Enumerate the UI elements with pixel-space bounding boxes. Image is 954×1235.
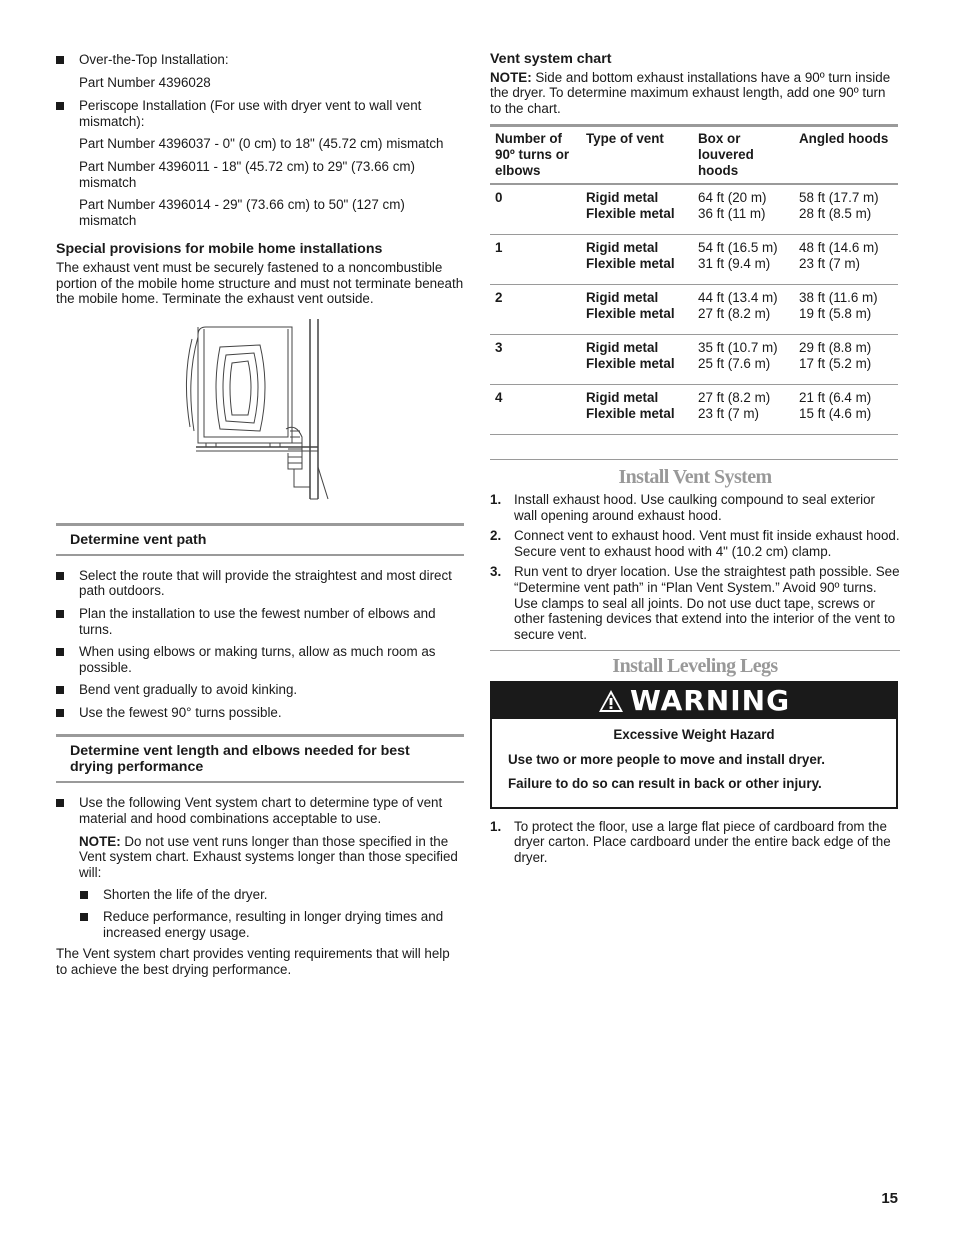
box-hood-cell-value: 25 ft (7.6 m) xyxy=(698,356,771,372)
vent-type-cell-value: Flexible metal xyxy=(586,306,675,322)
closing-text: The Vent system chart provides venting requirements that will help to achieve the best drying performance. xyxy=(56,946,450,977)
warning-line: Failure to do so can result in back or other injury. xyxy=(508,776,822,792)
step-text: To protect the floor, use a large flat piece of cardboard from the dryer carton. Place cardboard under the entire back edge of the dryer. xyxy=(514,818,891,865)
box-hood-cell-value: 23 ft (7 m) xyxy=(698,406,760,422)
vent-type-cell-value: Flexible metal xyxy=(586,256,675,272)
list-item xyxy=(56,682,464,698)
list-item xyxy=(56,909,464,940)
list-item xyxy=(56,887,464,903)
warning-header xyxy=(492,683,896,719)
bullet-text: Plan the installation to use the fewest number of elbows and turns. xyxy=(79,605,436,637)
bullet-square-icon xyxy=(56,709,64,717)
warning-word: WARNING xyxy=(629,684,791,718)
installation-label: Periscope Installation (For use with dryer vent to wall vent mismatch): xyxy=(79,98,422,129)
list-item xyxy=(56,52,464,68)
box-hood-cell xyxy=(693,385,794,435)
bullet-square-icon xyxy=(80,891,88,899)
bullet-text: Select the route that will provide the straightest and most direct path outdoors. xyxy=(79,567,452,599)
list-item xyxy=(56,795,464,826)
bullet-text: Reduce performance, resulting in longer drying times and increased energy usage. xyxy=(103,909,444,940)
table-row xyxy=(490,335,898,385)
vent-type-cell-value: Rigid metal xyxy=(586,290,659,306)
step-text: Connect vent to exhaust hood. Vent must fit inside exhaust hood. Secure vent to exhaust hood with 4" (10.2 cm) clamp. xyxy=(514,528,900,559)
bullet-text: Bend vent gradually to avoid kinking. xyxy=(79,682,298,698)
section-heading-vent-path: Determine vent path xyxy=(56,523,464,556)
column-header: Type of vent xyxy=(581,126,693,185)
table-row xyxy=(490,385,898,435)
list-item xyxy=(56,705,464,721)
box-hood-cell-value: 44 ft (13.4 m) xyxy=(698,290,778,306)
vent-type-cell-value: Flexible metal xyxy=(586,406,675,422)
section-heading-vent-length: Determine vent length and elbows needed for best drying performance xyxy=(56,734,464,783)
box-hood-cell-value: 64 ft (20 m) xyxy=(698,190,767,206)
dryer-mobile-home-illustration xyxy=(56,319,464,509)
part-number: Part Number 4396028 xyxy=(79,74,211,90)
angled-hood-cell xyxy=(794,335,898,385)
page-number: 15 xyxy=(881,1190,898,1207)
warning-line: Use two or more people to move and install dryer. xyxy=(508,751,825,767)
vent-type-cell xyxy=(581,285,693,335)
warning-body xyxy=(492,719,896,807)
note-text: Do not use vent runs longer than those specified in the Vent system chart. Exhaust systems longer than those specified will: xyxy=(79,833,458,880)
vent-type-cell-value: Rigid metal xyxy=(586,390,659,406)
box-hood-cell-value: 27 ft (8.2 m) xyxy=(698,390,771,406)
box-hood-cell-value: 54 ft (16.5 m) xyxy=(698,240,778,256)
box-hood-cell-value: 31 ft (9.4 m) xyxy=(698,256,771,272)
vent-type-cell-value: Rigid metal xyxy=(586,340,659,356)
hazard-title: Excessive Weight Hazard xyxy=(613,726,775,742)
vent-type-cell-value: Flexible metal xyxy=(586,356,675,372)
bullet-square-icon xyxy=(56,686,64,694)
table-header-row xyxy=(490,126,898,185)
angled-hood-cell-value: 17 ft (5.2 m) xyxy=(799,356,872,372)
turns-cell-value: 1 xyxy=(495,240,503,256)
bullet-square-icon xyxy=(56,648,64,656)
turns-cell-value: 4 xyxy=(495,390,503,406)
bullet-square-icon xyxy=(56,572,64,580)
bullet-text: When using elbows or making turns, allow as much room as possible. xyxy=(79,644,436,675)
bullet-text: Shorten the life of the dryer. xyxy=(103,887,268,903)
part-number: Part Number 4396011 - 18" (45.72 cm) to 29" (73.66 cm) mismatch xyxy=(79,158,416,190)
vent-type-cell xyxy=(581,235,693,285)
vent-type-cell-value: Rigid metal xyxy=(586,190,659,206)
angled-hood-cell-value: 23 ft (7 m) xyxy=(799,256,861,272)
step-item xyxy=(490,819,900,866)
step-number: 3. xyxy=(490,564,502,580)
warning-box xyxy=(490,681,898,809)
box-hood-cell xyxy=(693,335,794,385)
right-column xyxy=(490,52,900,870)
angled-hood-cell xyxy=(794,385,898,435)
turns-cell xyxy=(490,184,581,235)
list-item xyxy=(56,568,464,599)
vent-type-cell xyxy=(581,184,693,235)
box-hood-cell xyxy=(693,285,794,335)
angled-hood-cell xyxy=(794,184,898,235)
turns-cell xyxy=(490,385,581,435)
angled-hood-cell-value: 21 ft (6.4 m) xyxy=(799,390,872,406)
vent-system-table xyxy=(490,124,898,435)
angled-hood-cell xyxy=(794,285,898,335)
turns-cell xyxy=(490,235,581,285)
list-item xyxy=(56,606,464,637)
note-text: Side and bottom exhaust installations have a 90º turn inside the dryer. To determine maximum exhaust length, add one 90º turn to the chart. xyxy=(490,69,891,116)
bullet-text: Use the fewest 90° turns possible. xyxy=(79,704,282,720)
step-text: Install exhaust hood. Use caulking compound to seal exterior wall opening around exhaust hood. xyxy=(514,491,876,523)
table-row xyxy=(490,184,898,235)
bullet-square-icon xyxy=(56,799,64,807)
box-hood-cell xyxy=(693,235,794,285)
mobile-home-text: The exhaust vent must be securely fastened to a noncombustible portion of the mobile home structure and must not terminate beneath the mobile home. Terminate the exhaust vent outside. xyxy=(56,259,464,307)
step-number: 1. xyxy=(490,818,502,834)
part-number: Part Number 4396014 - 29" (73.66 cm) to 50" (127 cm) mismatch xyxy=(79,197,405,228)
chart-note xyxy=(490,70,900,117)
box-hood-cell-value: 27 ft (8.2 m) xyxy=(698,306,771,322)
turns-cell-value: 3 xyxy=(495,340,503,356)
angled-hood-cell-value: 15 ft (4.6 m) xyxy=(799,406,872,422)
install-vent-title: Install Vent System xyxy=(618,466,772,489)
table-bottom-rule xyxy=(490,435,898,460)
left-column xyxy=(56,52,464,985)
box-hood-cell-value: 36 ft (11 m) xyxy=(698,206,766,222)
angled-hood-cell-value: 38 ft (11.6 m) xyxy=(799,290,878,306)
vent-type-cell xyxy=(581,335,693,385)
section-divider xyxy=(490,650,900,651)
bullet-square-icon xyxy=(56,102,64,110)
table-row xyxy=(490,285,898,335)
installation-label: Over-the-Top Installation: xyxy=(79,52,229,67)
mobile-home-heading: Special provisions for mobile home installations xyxy=(56,241,383,258)
list-item xyxy=(56,644,464,675)
list-item xyxy=(56,98,464,129)
step-text: Run vent to dryer location. Use the straightest path possible. See “Determine vent path” in “Plan Vent System.” Avoid 90º turns. Use clamps to seal all joints. Do not use duct tape, screws or other fastening devices that extend into the interior of the vent to secure vent. xyxy=(514,564,900,642)
angled-hood-cell-value: 48 ft (14.6 m) xyxy=(799,240,879,256)
turns-cell-value: 2 xyxy=(495,290,503,306)
step-item xyxy=(490,528,900,559)
step-number: 1. xyxy=(490,491,502,507)
note-label: NOTE: xyxy=(79,833,121,849)
box-hood-cell-value: 35 ft (10.7 m) xyxy=(698,340,778,356)
turns-cell xyxy=(490,285,581,335)
bullet-square-icon xyxy=(80,913,88,921)
angled-hood-cell xyxy=(794,235,898,285)
chart-title: Vent system chart xyxy=(490,51,612,67)
angled-hood-cell-value: 19 ft (5.8 m) xyxy=(799,306,872,322)
bullet-text: Use the following Vent system chart to determine type of vent material and hood combinations acceptable to use. xyxy=(79,795,443,827)
box-hood-cell xyxy=(693,184,794,235)
install-leveling-title: Install Leveling Legs xyxy=(612,655,778,678)
part-number: Part Number 4396037 - 0" (0 cm) to 18" (45.72 cm) mismatch xyxy=(79,136,444,152)
column-header: Number of 90º turns or elbows xyxy=(490,126,581,185)
vent-type-cell xyxy=(581,385,693,435)
vent-type-cell-value: Flexible metal xyxy=(586,206,675,222)
turns-cell xyxy=(490,335,581,385)
column-header: Angled hoods xyxy=(794,126,898,185)
turns-cell-value: 0 xyxy=(495,190,503,206)
bullet-square-icon xyxy=(56,56,64,64)
step-item xyxy=(490,492,900,523)
bullet-square-icon xyxy=(56,610,64,618)
step-number: 2. xyxy=(490,528,502,544)
angled-hood-cell-value: 29 ft (8.8 m) xyxy=(799,340,872,356)
note xyxy=(56,834,464,881)
table-row xyxy=(490,235,898,285)
warning-triangle-icon xyxy=(598,689,624,713)
angled-hood-cell-value: 28 ft (8.5 m) xyxy=(799,206,872,222)
angled-hood-cell-value: 58 ft (17.7 m) xyxy=(799,190,879,206)
column-header: Box or louvered hoods xyxy=(693,126,794,185)
step-item xyxy=(490,564,900,642)
vent-type-cell-value: Rigid metal xyxy=(586,240,659,256)
note-label: NOTE: xyxy=(490,69,532,85)
